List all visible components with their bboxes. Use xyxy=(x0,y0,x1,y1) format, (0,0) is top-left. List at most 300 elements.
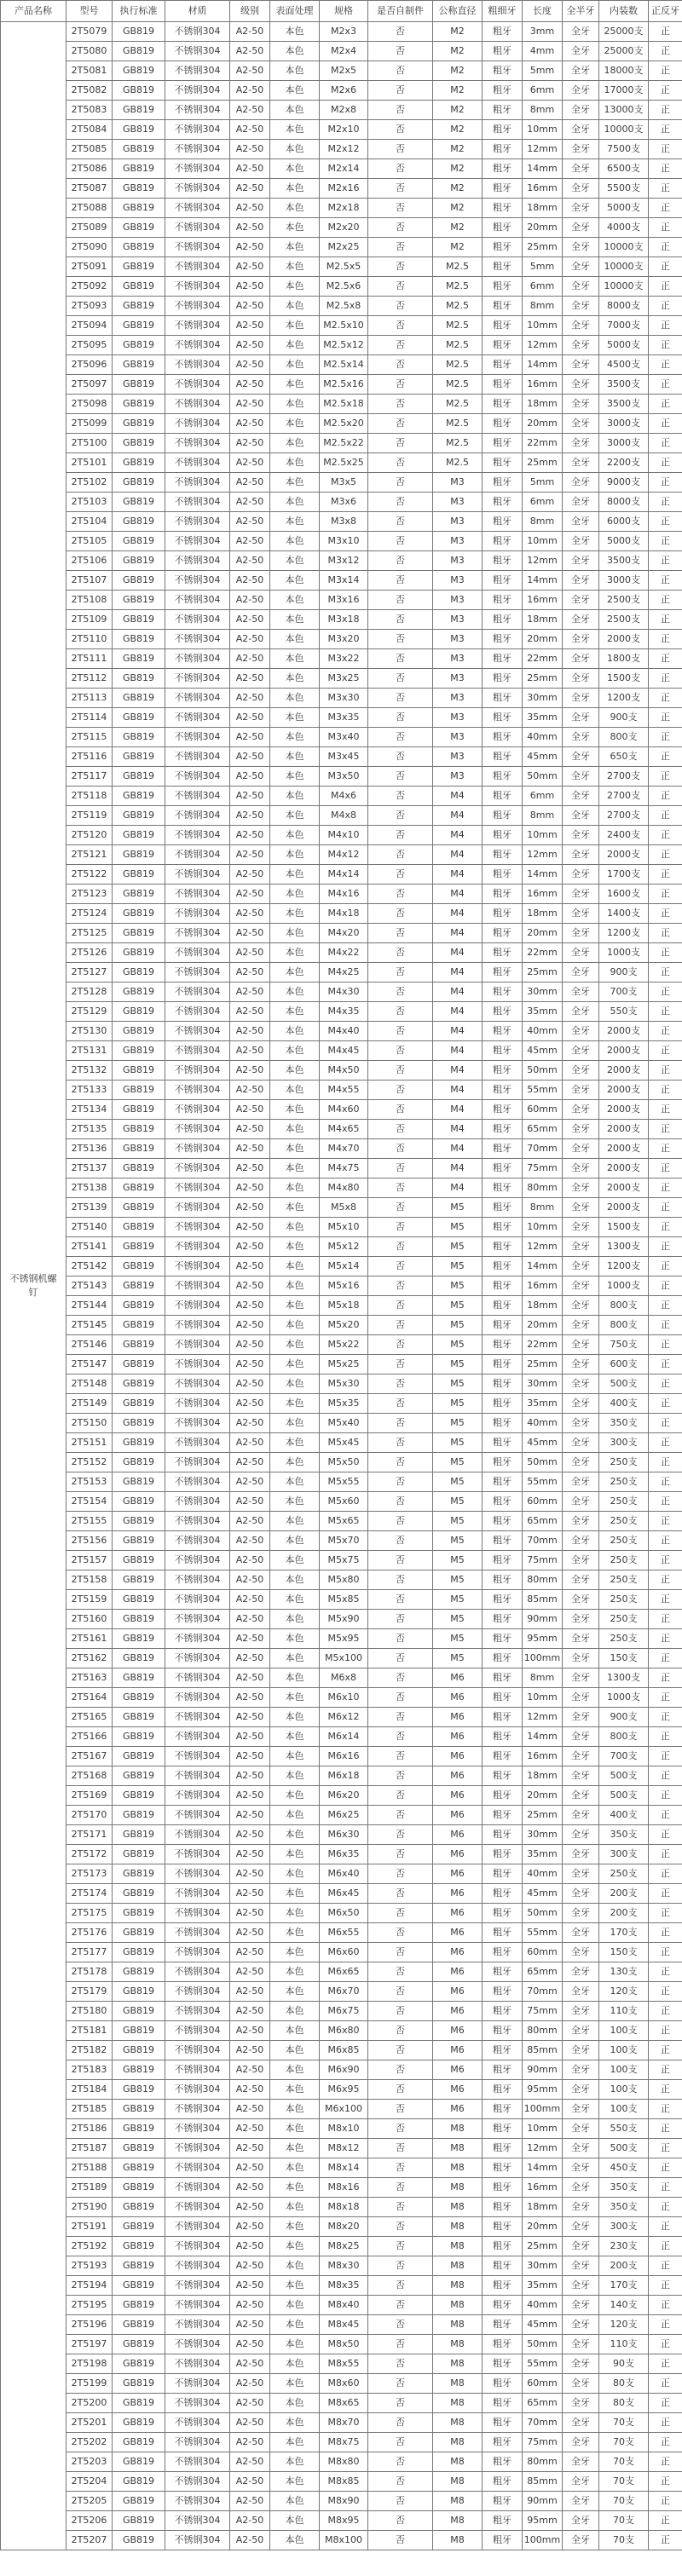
cell-thread-pitch: 粗牙 xyxy=(483,1982,523,2002)
cell-diameter: M4 xyxy=(433,806,483,826)
cell-thread-coverage: 全牙 xyxy=(563,1551,599,1570)
cell-model: 2T5168 xyxy=(66,1766,113,1786)
cell-thread-coverage: 全牙 xyxy=(563,2256,599,2276)
cell-material: 不锈钢304 xyxy=(165,1943,230,1962)
cell-material: 不锈钢304 xyxy=(165,2511,230,2531)
cell-diameter: M5 xyxy=(433,1394,483,1414)
cell-material: 不锈钢304 xyxy=(165,414,230,434)
cell-material: 不锈钢304 xyxy=(165,669,230,689)
cell-grade: A2-50 xyxy=(230,1962,270,1982)
cell-thread-coverage: 全牙 xyxy=(563,1316,599,1335)
cell-self-made: 否 xyxy=(368,1139,433,1159)
cell-direction: 正 xyxy=(649,1904,682,1923)
cell-standard: GB819 xyxy=(113,140,165,159)
cell-model: 2T5162 xyxy=(66,1649,113,1668)
cell-standard: GB819 xyxy=(113,1747,165,1766)
cell-grade: A2-50 xyxy=(230,238,270,257)
cell-diameter: M2 xyxy=(433,199,483,218)
cell-material: 不锈钢304 xyxy=(165,1061,230,1081)
cell-grade: A2-50 xyxy=(230,1276,270,1296)
cell-model: 2T5093 xyxy=(66,297,113,316)
table-row xyxy=(1,649,682,669)
cell-spec: M6x70 xyxy=(320,1982,368,2002)
cell-grade: A2-50 xyxy=(230,2158,270,2178)
cell-material: 不锈钢304 xyxy=(165,1296,230,1316)
cell-model: 2T5086 xyxy=(66,159,113,179)
cell-pack-qty: 250支 xyxy=(599,1531,649,1551)
cell-standard: GB819 xyxy=(113,2237,165,2256)
cell-direction: 正 xyxy=(649,1316,682,1335)
cell-thread-pitch: 粗牙 xyxy=(483,1884,523,1904)
cell-pack-qty: 100支 xyxy=(599,2060,649,2080)
cell-grade: A2-50 xyxy=(230,2374,270,2394)
cell-grade: A2-50 xyxy=(230,1629,270,1649)
cell-surface: 本色 xyxy=(270,1081,320,1100)
cell-diameter: M2.5 xyxy=(433,355,483,375)
cell-thread-pitch: 粗牙 xyxy=(483,904,523,924)
cell-self-made: 否 xyxy=(368,42,433,61)
cell-material: 不锈钢304 xyxy=(165,2296,230,2315)
cell-thread-pitch: 粗牙 xyxy=(483,1492,523,1512)
cell-material: 不锈钢304 xyxy=(165,2002,230,2021)
cell-grade: A2-50 xyxy=(230,2256,270,2276)
cell-diameter: M6 xyxy=(433,1982,483,2002)
cell-model: 2T5134 xyxy=(66,1100,113,1120)
cell-pack-qty: 3000支 xyxy=(599,414,649,434)
cell-diameter: M8 xyxy=(433,2472,483,2492)
cell-material: 不锈钢304 xyxy=(165,1923,230,1943)
table-row xyxy=(1,885,682,904)
cell-diameter: M8 xyxy=(433,2452,483,2472)
cell-self-made: 否 xyxy=(368,1806,433,1825)
cell-pack-qty: 7000支 xyxy=(599,316,649,336)
cell-material: 不锈钢304 xyxy=(165,1159,230,1179)
cell-length: 35mm xyxy=(523,2276,563,2296)
cell-direction: 正 xyxy=(649,336,682,355)
cell-thread-coverage: 全牙 xyxy=(563,2433,599,2452)
cell-model: 2T5094 xyxy=(66,316,113,336)
cell-diameter: M8 xyxy=(433,2354,483,2374)
cell-grade: A2-50 xyxy=(230,1061,270,1081)
cell-grade: A2-50 xyxy=(230,2531,270,2550)
cell-thread-coverage: 全牙 xyxy=(563,1100,599,1120)
cell-diameter: M4 xyxy=(433,963,483,983)
cell-self-made: 否 xyxy=(368,2080,433,2100)
table-row xyxy=(1,1982,682,2002)
cell-thread-pitch: 粗牙 xyxy=(483,277,523,297)
cell-surface: 本色 xyxy=(270,120,320,140)
cell-grade: A2-50 xyxy=(230,355,270,375)
cell-grade: A2-50 xyxy=(230,2217,270,2237)
cell-pack-qty: 70支 xyxy=(599,2472,649,2492)
cell-spec: M8x35 xyxy=(320,2276,368,2296)
cell-grade: A2-50 xyxy=(230,591,270,610)
cell-diameter: M8 xyxy=(433,2335,483,2354)
table-row xyxy=(1,22,682,42)
cell-thread-coverage: 全牙 xyxy=(563,434,599,453)
cell-direction: 正 xyxy=(649,610,682,630)
cell-pack-qty: 600支 xyxy=(599,1355,649,1374)
cell-diameter: M3 xyxy=(433,747,483,767)
cell-standard: GB819 xyxy=(113,199,165,218)
cell-direction: 正 xyxy=(649,1570,682,1590)
cell-self-made: 否 xyxy=(368,1179,433,1198)
table-row xyxy=(1,1668,682,1688)
cell-self-made: 否 xyxy=(368,199,433,218)
cell-standard: GB819 xyxy=(113,238,165,257)
cell-pack-qty: 1500支 xyxy=(599,669,649,689)
cell-thread-coverage: 全牙 xyxy=(563,1590,599,1610)
cell-thread-coverage: 全牙 xyxy=(563,2237,599,2256)
cell-material: 不锈钢304 xyxy=(165,2237,230,2256)
cell-model: 2T5165 xyxy=(66,1708,113,1727)
cell-material: 不锈钢304 xyxy=(165,1276,230,1296)
cell-material: 不锈钢304 xyxy=(165,1002,230,1022)
cell-standard: GB819 xyxy=(113,355,165,375)
cell-direction: 正 xyxy=(649,1786,682,1806)
table-row xyxy=(1,434,682,453)
cell-surface: 本色 xyxy=(270,22,320,42)
cell-pack-qty: 350支 xyxy=(599,2178,649,2198)
cell-surface: 本色 xyxy=(270,1100,320,1120)
cell-standard: GB819 xyxy=(113,2041,165,2060)
cell-direction: 正 xyxy=(649,120,682,140)
cell-direction: 正 xyxy=(649,297,682,316)
cell-diameter: M2 xyxy=(433,159,483,179)
cell-direction: 正 xyxy=(649,2021,682,2041)
cell-self-made: 否 xyxy=(368,1904,433,1923)
cell-surface: 本色 xyxy=(270,1610,320,1629)
cell-length: 10mm xyxy=(523,2119,563,2139)
cell-pack-qty: 4500支 xyxy=(599,355,649,375)
cell-direction: 正 xyxy=(649,826,682,845)
table-row xyxy=(1,257,682,277)
cell-direction: 正 xyxy=(649,1551,682,1570)
cell-pack-qty: 2000支 xyxy=(599,1061,649,1081)
cell-length: 10mm xyxy=(523,1218,563,1237)
cell-spec: M6x90 xyxy=(320,2060,368,2080)
cell-length: 12mm xyxy=(523,1708,563,1727)
table-row xyxy=(1,1649,682,1668)
cell-model: 2T5121 xyxy=(66,845,113,865)
cell-model: 2T5181 xyxy=(66,2021,113,2041)
cell-self-made: 否 xyxy=(368,1864,433,1884)
cell-standard: GB819 xyxy=(113,983,165,1002)
cell-spec: M4x55 xyxy=(320,1081,368,1100)
table-row xyxy=(1,728,682,747)
table-row xyxy=(1,2158,682,2178)
table-row xyxy=(1,1570,682,1590)
cell-material: 不锈钢304 xyxy=(165,493,230,512)
table-row xyxy=(1,101,682,120)
table-row xyxy=(1,1374,682,1394)
cell-model: 2T5172 xyxy=(66,1845,113,1864)
cell-thread-coverage: 全牙 xyxy=(563,1531,599,1551)
cell-standard: GB819 xyxy=(113,2315,165,2335)
cell-length: 8mm xyxy=(523,297,563,316)
cell-surface: 本色 xyxy=(270,1629,320,1649)
cell-material: 不锈钢304 xyxy=(165,551,230,571)
table-row xyxy=(1,1100,682,1120)
cell-grade: A2-50 xyxy=(230,1433,270,1453)
cell-pack-qty: 650支 xyxy=(599,747,649,767)
cell-material: 不锈钢304 xyxy=(165,2413,230,2433)
cell-thread-coverage: 全牙 xyxy=(563,1159,599,1179)
col-header-length: 长度 xyxy=(523,1,563,22)
cell-diameter: M4 xyxy=(433,1120,483,1139)
cell-self-made: 否 xyxy=(368,61,433,81)
cell-surface: 本色 xyxy=(270,1551,320,1570)
cell-surface: 本色 xyxy=(270,1374,320,1394)
cell-pack-qty: 5000支 xyxy=(599,336,649,355)
cell-spec: M2x5 xyxy=(320,61,368,81)
cell-standard: GB819 xyxy=(113,512,165,532)
cell-diameter: M2 xyxy=(433,81,483,101)
cell-thread-pitch: 粗牙 xyxy=(483,1179,523,1198)
cell-surface: 本色 xyxy=(270,551,320,571)
cell-direction: 正 xyxy=(649,1218,682,1237)
cell-thread-pitch: 粗牙 xyxy=(483,2256,523,2276)
cell-product-name: 不锈钢机螺钉 xyxy=(1,22,66,2550)
cell-direction: 正 xyxy=(649,2394,682,2413)
cell-thread-pitch: 粗牙 xyxy=(483,1531,523,1551)
cell-thread-coverage: 全牙 xyxy=(563,316,599,336)
cell-thread-coverage: 全牙 xyxy=(563,2531,599,2550)
cell-pack-qty: 3000支 xyxy=(599,571,649,591)
cell-standard: GB819 xyxy=(113,1825,165,1845)
cell-pack-qty: 2700支 xyxy=(599,806,649,826)
cell-spec: M6x55 xyxy=(320,1923,368,1943)
cell-surface: 本色 xyxy=(270,1708,320,1727)
cell-thread-pitch: 粗牙 xyxy=(483,885,523,904)
cell-standard: GB819 xyxy=(113,2335,165,2354)
cell-direction: 正 xyxy=(649,1335,682,1355)
cell-pack-qty: 400支 xyxy=(599,1394,649,1414)
cell-direction: 正 xyxy=(649,649,682,669)
cell-direction: 正 xyxy=(649,728,682,747)
cell-diameter: M5 xyxy=(433,1512,483,1531)
cell-material: 不锈钢304 xyxy=(165,199,230,218)
table-row xyxy=(1,1002,682,1022)
cell-spec: M5x50 xyxy=(320,1453,368,1472)
cell-standard: GB819 xyxy=(113,1864,165,1884)
table-row xyxy=(1,2276,682,2296)
cell-standard: GB819 xyxy=(113,316,165,336)
cell-grade: A2-50 xyxy=(230,532,270,551)
cell-material: 不锈钢304 xyxy=(165,1590,230,1610)
cell-direction: 正 xyxy=(649,532,682,551)
table-row xyxy=(1,2080,682,2100)
cell-direction: 正 xyxy=(649,101,682,120)
cell-diameter: M3 xyxy=(433,512,483,532)
cell-direction: 正 xyxy=(649,1374,682,1394)
cell-thread-coverage: 全牙 xyxy=(563,2511,599,2531)
cell-spec: M2x14 xyxy=(320,159,368,179)
table-row xyxy=(1,2492,682,2511)
cell-spec: M4x30 xyxy=(320,983,368,1002)
cell-surface: 本色 xyxy=(270,1688,320,1708)
cell-grade: A2-50 xyxy=(230,1492,270,1512)
cell-grade: A2-50 xyxy=(230,2002,270,2021)
cell-material: 不锈钢304 xyxy=(165,2100,230,2119)
cell-material: 不锈钢304 xyxy=(165,2217,230,2237)
cell-self-made: 否 xyxy=(368,1159,433,1179)
cell-self-made: 否 xyxy=(368,1551,433,1570)
cell-self-made: 否 xyxy=(368,257,433,277)
cell-model: 2T5143 xyxy=(66,1276,113,1296)
cell-diameter: M2 xyxy=(433,101,483,120)
cell-thread-pitch: 粗牙 xyxy=(483,1845,523,1864)
cell-pack-qty: 3000支 xyxy=(599,434,649,453)
cell-pack-qty: 140支 xyxy=(599,2296,649,2315)
cell-diameter: M3 xyxy=(433,708,483,728)
table-row xyxy=(1,708,682,728)
table-row xyxy=(1,2237,682,2256)
cell-material: 不锈钢304 xyxy=(165,238,230,257)
cell-thread-pitch: 粗牙 xyxy=(483,1649,523,1668)
cell-thread-coverage: 全牙 xyxy=(563,1394,599,1414)
table-row xyxy=(1,2041,682,2060)
cell-material: 不锈钢304 xyxy=(165,630,230,649)
cell-self-made: 否 xyxy=(368,1531,433,1551)
cell-diameter: M8 xyxy=(433,2413,483,2433)
cell-length: 30mm xyxy=(523,689,563,708)
cell-model: 2T5082 xyxy=(66,81,113,101)
col-header-product-name: 产品名称 xyxy=(1,1,66,22)
cell-diameter: M3 xyxy=(433,551,483,571)
cell-direction: 正 xyxy=(649,1492,682,1512)
cell-thread-coverage: 全牙 xyxy=(563,493,599,512)
cell-grade: A2-50 xyxy=(230,1100,270,1120)
cell-standard: GB819 xyxy=(113,473,165,493)
cell-self-made: 否 xyxy=(368,179,433,199)
cell-diameter: M8 xyxy=(433,2139,483,2158)
cell-spec: M3x14 xyxy=(320,571,368,591)
cell-pack-qty: 2000支 xyxy=(599,1198,649,1218)
cell-length: 18mm xyxy=(523,610,563,630)
cell-diameter: M5 xyxy=(433,1453,483,1472)
cell-material: 不锈钢304 xyxy=(165,2119,230,2139)
cell-surface: 本色 xyxy=(270,2472,320,2492)
cell-grade: A2-50 xyxy=(230,2335,270,2354)
cell-surface: 本色 xyxy=(270,826,320,845)
cell-thread-pitch: 粗牙 xyxy=(483,2217,523,2237)
cell-spec: M6x12 xyxy=(320,1708,368,1727)
cell-grade: A2-50 xyxy=(230,2021,270,2041)
cell-pack-qty: 120支 xyxy=(599,2315,649,2335)
cell-material: 不锈钢304 xyxy=(165,532,230,551)
cell-grade: A2-50 xyxy=(230,963,270,983)
cell-direction: 正 xyxy=(649,1198,682,1218)
cell-thread-pitch: 粗牙 xyxy=(483,2041,523,2060)
cell-material: 不锈钢304 xyxy=(165,473,230,493)
cell-grade: A2-50 xyxy=(230,669,270,689)
cell-diameter: M6 xyxy=(433,2100,483,2119)
cell-diameter: M5 xyxy=(433,1590,483,1610)
cell-thread-coverage: 全牙 xyxy=(563,2217,599,2237)
cell-diameter: M6 xyxy=(433,1747,483,1766)
cell-material: 不锈钢304 xyxy=(165,297,230,316)
cell-thread-pitch: 粗牙 xyxy=(483,2119,523,2139)
cell-model: 2T5098 xyxy=(66,395,113,414)
cell-spec: M8x80 xyxy=(320,2452,368,2472)
cell-grade: A2-50 xyxy=(230,2394,270,2413)
cell-spec: M4x40 xyxy=(320,1022,368,1041)
cell-self-made: 否 xyxy=(368,1394,433,1414)
cell-thread-pitch: 粗牙 xyxy=(483,81,523,101)
cell-material: 不锈钢304 xyxy=(165,865,230,885)
cell-material: 不锈钢304 xyxy=(165,179,230,199)
cell-pack-qty: 10000支 xyxy=(599,257,649,277)
cell-material: 不锈钢304 xyxy=(165,728,230,747)
cell-model: 2T5117 xyxy=(66,767,113,787)
cell-diameter: M8 xyxy=(433,2492,483,2511)
cell-standard: GB819 xyxy=(113,1394,165,1414)
cell-self-made: 否 xyxy=(368,826,433,845)
cell-spec: M2x3 xyxy=(320,22,368,42)
cell-thread-coverage: 全牙 xyxy=(563,551,599,571)
cell-diameter: M8 xyxy=(433,2531,483,2550)
cell-model: 2T5099 xyxy=(66,414,113,434)
cell-pack-qty: 5000支 xyxy=(599,532,649,551)
cell-self-made: 否 xyxy=(368,728,433,747)
cell-pack-qty: 130支 xyxy=(599,1962,649,1982)
cell-thread-coverage: 全牙 xyxy=(563,1570,599,1590)
cell-length: 75mm xyxy=(523,1551,563,1570)
cell-thread-pitch: 粗牙 xyxy=(483,1276,523,1296)
cell-length: 16mm xyxy=(523,591,563,610)
cell-material: 不锈钢304 xyxy=(165,1179,230,1198)
cell-model: 2T5128 xyxy=(66,983,113,1002)
cell-thread-pitch: 粗牙 xyxy=(483,2511,523,2531)
cell-pack-qty: 1600支 xyxy=(599,885,649,904)
cell-grade: A2-50 xyxy=(230,1335,270,1355)
cell-thread-pitch: 粗牙 xyxy=(483,1610,523,1629)
cell-direction: 正 xyxy=(649,1081,682,1100)
cell-grade: A2-50 xyxy=(230,1414,270,1433)
cell-length: 18mm xyxy=(523,1296,563,1316)
cell-material: 不锈钢304 xyxy=(165,218,230,238)
cell-direction: 正 xyxy=(649,2296,682,2315)
cell-self-made: 否 xyxy=(368,2060,433,2080)
cell-direction: 正 xyxy=(649,591,682,610)
cell-direction: 正 xyxy=(649,904,682,924)
cell-thread-pitch: 粗牙 xyxy=(483,630,523,649)
cell-pack-qty: 250支 xyxy=(599,1864,649,1884)
cell-surface: 本色 xyxy=(270,1747,320,1766)
cell-self-made: 否 xyxy=(368,1688,433,1708)
cell-surface: 本色 xyxy=(270,2433,320,2452)
cell-grade: A2-50 xyxy=(230,826,270,845)
cell-standard: GB819 xyxy=(113,257,165,277)
cell-length: 90mm xyxy=(523,2492,563,2511)
cell-thread-pitch: 粗牙 xyxy=(483,1570,523,1590)
cell-diameter: M8 xyxy=(433,2217,483,2237)
cell-direction: 正 xyxy=(649,277,682,297)
cell-thread-pitch: 粗牙 xyxy=(483,2433,523,2452)
cell-length: 16mm xyxy=(523,1276,563,1296)
cell-direction: 正 xyxy=(649,1747,682,1766)
cell-spec: M5x12 xyxy=(320,1237,368,1257)
cell-standard: GB819 xyxy=(113,81,165,101)
cell-standard: GB819 xyxy=(113,1845,165,1864)
cell-diameter: M8 xyxy=(433,2276,483,2296)
cell-self-made: 否 xyxy=(368,2472,433,2492)
cell-surface: 本色 xyxy=(270,140,320,159)
cell-diameter: M4 xyxy=(433,1100,483,1120)
cell-length: 55mm xyxy=(523,1472,563,1492)
cell-model: 2T5173 xyxy=(66,1864,113,1884)
